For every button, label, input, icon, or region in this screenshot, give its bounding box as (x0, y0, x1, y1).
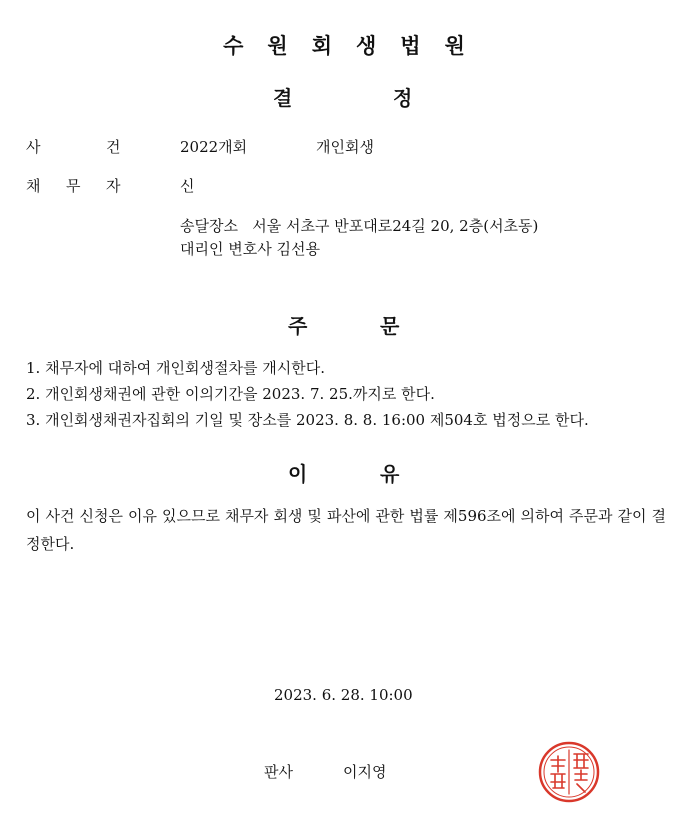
doc-type-char-2: 정 (393, 86, 413, 110)
decision-date: 2023. 6. 28. 10:00 (274, 686, 413, 704)
order-heading-char-1: 주 (288, 314, 308, 338)
reason-text: 이 사건 신청은 이유 있으므로 채무자 회생 및 파산에 관한 법률 제596조에 의하여 주문과 같이 결정한다. (26, 507, 666, 553)
case-type: 개인회생 (316, 138, 374, 156)
judge-seal-icon (537, 740, 601, 804)
debtor-label-char-1: 채 (26, 177, 41, 195)
judge-title: 판사 (264, 763, 293, 781)
debtor-name: 신 (180, 177, 195, 195)
order-item: 1. 채무자에 대하여 개인회생절차를 개시한다. (26, 359, 325, 377)
debtor-label-char-3: 자 (106, 177, 121, 195)
reason-heading-char-2: 유 (380, 462, 400, 486)
doc-type-char-1: 결 (273, 86, 293, 110)
order-item: 2. 개인회생채권에 관한 이의기간을 2023. 7. 25.까지로 한다. (26, 385, 435, 403)
case-number: 2022개회 (180, 138, 248, 156)
debtor-label-char-2: 무 (66, 177, 81, 195)
debtor-address: 송달장소 서울 서초구 반포대로24길 20, 2층(서초동) (180, 217, 539, 235)
debtor-agent: 대리인 변호사 김선용 (180, 240, 320, 258)
case-label-char-1: 사 (26, 138, 41, 156)
reason-heading-char-1: 이 (288, 462, 308, 486)
court-name: 수원회생법원 (223, 34, 489, 58)
order-item: 3. 개인회생채권자집회의 기일 및 장소를 2023. 8. 8. 16:00 제504호 법정으로 한다. (26, 411, 589, 429)
case-label-char-2: 건 (106, 138, 121, 156)
judge-name: 이지영 (343, 763, 387, 781)
order-heading-char-2: 문 (380, 314, 400, 338)
